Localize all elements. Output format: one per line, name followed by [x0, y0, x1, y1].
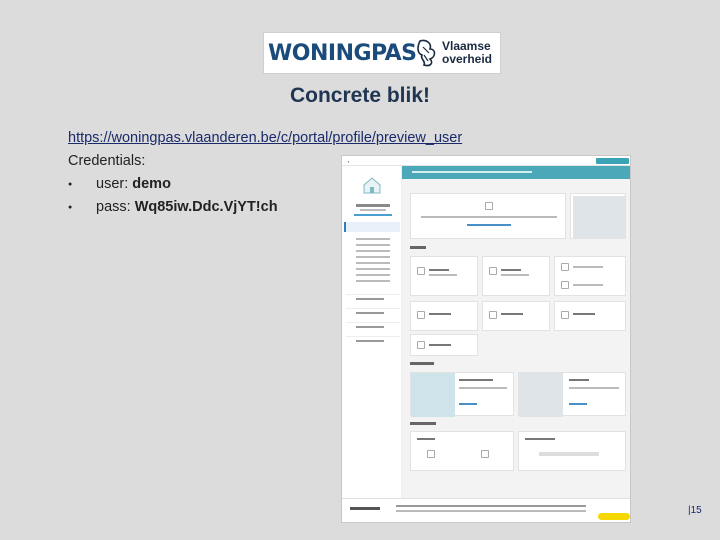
building-image: [411, 373, 455, 417]
screenshot-text: [525, 438, 555, 440]
screenshot-large-card: [410, 372, 514, 416]
screenshot-top-button: [596, 158, 629, 164]
map-image: [519, 373, 563, 417]
status-icon: [417, 311, 425, 319]
screenshot-banner: [402, 166, 631, 179]
screenshot-brand: ▪: [348, 159, 350, 164]
map-thumbnail: [573, 196, 625, 238]
slide-title: Concrete blik!: [289, 84, 431, 107]
screenshot-select: [539, 452, 599, 456]
credential-pass-label: pass:: [96, 199, 135, 215]
screenshot-address-sub: [360, 209, 386, 211]
screenshot-side-section: [346, 322, 400, 331]
screenshot-text: [569, 387, 619, 389]
credentials-label: Credentials:: [68, 153, 146, 169]
screenshot-text: [459, 379, 493, 381]
screenshot-topbar: [342, 156, 631, 166]
screenshot-text: [573, 284, 603, 286]
status-icon: [561, 263, 569, 271]
screenshot-link: [569, 403, 587, 405]
status-icon: [417, 341, 425, 349]
screenshot-status-card: [554, 301, 626, 331]
screenshot-address-link: [354, 214, 392, 216]
screenshot-main: [402, 166, 631, 506]
screenshot-status-card: [482, 256, 550, 296]
woningpas-logo: [263, 32, 501, 74]
screenshot-heading: [410, 246, 426, 249]
footer-button: [598, 513, 630, 520]
screenshot-map-card: [570, 193, 626, 239]
preview-url-link[interactable]: https://woningpas.vlaanderen.be/c/portal/profile/preview_user: [68, 130, 463, 146]
screenshot-text: [429, 269, 449, 271]
screenshot-side-section: [346, 294, 400, 303]
credential-pass-value: Wq85iw.Ddc.VjYT!ch: [134, 199, 278, 215]
screenshot-status-card: [410, 256, 478, 296]
screenshot-text: [417, 438, 435, 440]
flemish-lion-icon: [412, 36, 442, 70]
screenshot-text: [501, 274, 529, 276]
gov-line-1: Vlaamse: [442, 39, 491, 53]
pdf-icon: [481, 450, 489, 458]
status-icon: [417, 267, 425, 275]
credential-user-label: user:: [96, 176, 133, 192]
logo-brand-text: WONINGPAS: [268, 40, 417, 66]
screenshot-text: [429, 344, 451, 346]
document-icon: [485, 202, 493, 210]
portal-screenshot: [341, 155, 631, 523]
screenshot-large-card: [518, 372, 626, 416]
status-icon: [561, 311, 569, 319]
screenshot-text: [459, 387, 507, 389]
pdf-icon: [427, 450, 435, 458]
screenshot-text: [573, 266, 603, 268]
screenshot-text: [501, 269, 521, 271]
status-icon: [561, 281, 569, 289]
screenshot-address: [356, 204, 390, 207]
screenshot-card: [410, 193, 566, 239]
screenshot-link: [459, 403, 477, 405]
vlaamse-overheid-text: [442, 40, 492, 66]
page-number: |15: [688, 505, 702, 516]
footer-text: [396, 510, 586, 512]
screenshot-sidebar: [342, 166, 402, 506]
screenshot-heading: [410, 422, 436, 425]
screenshot-text: [429, 274, 457, 276]
screenshot-link: [467, 224, 511, 226]
status-icon: [489, 267, 497, 275]
screenshot-status-card: [410, 334, 478, 356]
house-icon: [361, 174, 383, 196]
credential-user-value: demo: [132, 176, 171, 192]
screenshot-sidebar-active: [344, 222, 400, 232]
screenshot-attachments-card: [410, 431, 514, 471]
screenshot-text: [573, 313, 595, 315]
screenshot-side-section: [346, 336, 400, 345]
screenshot-status-card: [410, 301, 478, 331]
screenshot-text: [429, 313, 451, 315]
screenshot-heading: [410, 362, 434, 365]
screenshot-status-card: [482, 301, 550, 331]
footer-brand: [350, 507, 380, 510]
screenshot-side-section: [346, 308, 400, 317]
screenshot-status-card: [554, 256, 626, 296]
screenshot-text: [421, 216, 557, 218]
footer-text: [396, 505, 586, 507]
gov-line-2: overheid: [442, 52, 493, 66]
screenshot-text: [501, 313, 523, 315]
screenshot-footer: [342, 498, 631, 523]
status-icon: [489, 311, 497, 319]
screenshot-text: [569, 379, 589, 381]
screenshot-sidebar-menu: [356, 238, 390, 286]
screenshot-plan-card: [518, 431, 626, 471]
